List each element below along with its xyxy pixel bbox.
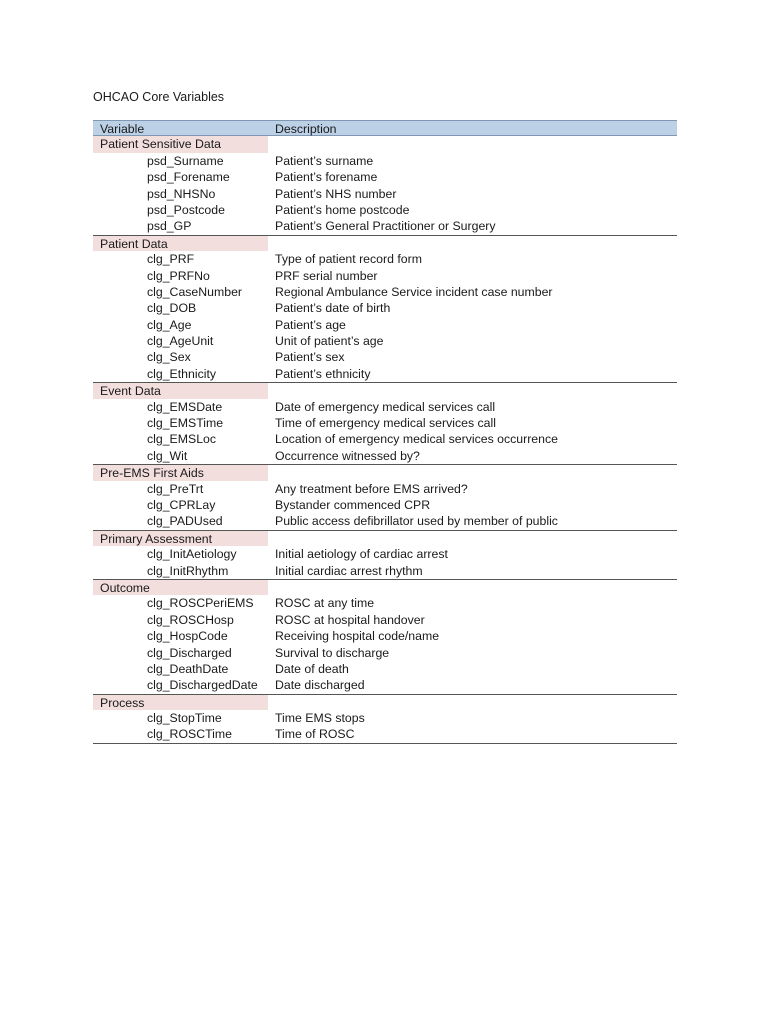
variable-name: clg_EMSLoc bbox=[147, 432, 217, 447]
table-row bbox=[93, 300, 677, 316]
document-title: OHCAO Core Variables bbox=[93, 90, 225, 104]
variable-name: psd_Surname bbox=[147, 153, 224, 168]
table-row bbox=[93, 186, 677, 202]
section-description-cell bbox=[274, 136, 677, 152]
table-row bbox=[93, 497, 677, 513]
variable-description: Unit of patient’s age bbox=[275, 334, 384, 349]
section-row bbox=[93, 464, 677, 480]
variable-description: PRF serial number bbox=[275, 268, 378, 283]
section-title: Process bbox=[93, 695, 268, 710]
section-description-cell bbox=[274, 236, 677, 251]
table-row bbox=[93, 333, 677, 349]
variable-name: psd_Postcode bbox=[147, 202, 225, 217]
variable-name: psd_NHSNo bbox=[147, 186, 216, 201]
table-row bbox=[93, 563, 677, 579]
variable-description: ROSC at hospital handover bbox=[275, 612, 425, 627]
variable-description: Patient’s NHS number bbox=[275, 186, 397, 201]
variable-description: Bystander commenced CPR bbox=[275, 497, 431, 512]
header-variable: Variable bbox=[100, 122, 145, 136]
section-row bbox=[93, 530, 677, 546]
variable-description: ROSC at any time bbox=[275, 596, 375, 611]
variable-description: Initial aetiology of cardiac arrest bbox=[275, 547, 448, 562]
variable-description: Date discharged bbox=[275, 678, 365, 693]
table-row bbox=[93, 349, 677, 365]
table-row bbox=[93, 268, 677, 284]
variable-name: clg_EMSTime bbox=[147, 416, 224, 431]
section-row bbox=[93, 136, 677, 152]
section-row bbox=[93, 382, 677, 398]
section-title: Outcome bbox=[93, 580, 268, 595]
variable-name: clg_PRFNo bbox=[147, 268, 210, 283]
variable-name: clg_CaseNumber bbox=[147, 284, 243, 299]
variable-name: clg_CPRLay bbox=[147, 497, 216, 512]
section-title: Pre-EMS First Aids bbox=[93, 465, 268, 480]
variable-name: clg_Ethnicity bbox=[147, 366, 217, 381]
variable-name: clg_DOB bbox=[147, 301, 197, 316]
section-row bbox=[93, 694, 677, 710]
variable-name: clg_PADUsed bbox=[147, 514, 223, 529]
table-row bbox=[93, 677, 677, 693]
section-row bbox=[93, 235, 677, 251]
variable-description: Patient’s ethnicity bbox=[275, 366, 371, 381]
variable-name: clg_PRF bbox=[147, 252, 195, 267]
variable-description: Patient’s surname bbox=[275, 153, 374, 168]
variable-name: clg_InitRhythm bbox=[147, 563, 229, 578]
variable-name: clg_ROSCPeriEMS bbox=[147, 596, 254, 611]
variable-description: Date of emergency medical services call bbox=[275, 399, 496, 414]
table-row bbox=[93, 710, 677, 726]
variable-description: Time of ROSC bbox=[275, 727, 355, 742]
variable-name: clg_Age bbox=[147, 317, 192, 332]
variable-description: Type of patient record form bbox=[275, 252, 422, 267]
table-row bbox=[93, 661, 677, 677]
variable-description: Time EMS stops bbox=[275, 711, 365, 726]
variable-name: psd_GP bbox=[147, 219, 192, 234]
table-row bbox=[93, 251, 677, 267]
section-description-cell bbox=[274, 465, 677, 480]
variable-name: clg_AgeUnit bbox=[147, 334, 214, 349]
variable-name: clg_Discharged bbox=[147, 645, 232, 660]
variable-name: clg_PreTrt bbox=[147, 481, 204, 496]
variable-description: Time of emergency medical services call bbox=[275, 416, 496, 431]
variable-name: psd_Forename bbox=[147, 170, 230, 185]
table-row bbox=[93, 628, 677, 644]
variable-name: clg_StopTime bbox=[147, 711, 222, 726]
variables-table bbox=[93, 120, 677, 744]
table-row bbox=[93, 317, 677, 333]
variable-name: clg_HospCode bbox=[147, 629, 228, 644]
variable-name: clg_DischargedDate bbox=[147, 678, 258, 693]
section-title: Event Data bbox=[93, 383, 268, 398]
table-row bbox=[93, 645, 677, 661]
section-description-cell bbox=[274, 531, 677, 546]
table-row bbox=[93, 481, 677, 497]
variable-name: clg_ROSCHosp bbox=[147, 612, 234, 627]
table-header-row bbox=[93, 120, 677, 136]
variable-description: Patient’s forename bbox=[275, 170, 378, 185]
variable-name: clg_Wit bbox=[147, 448, 188, 463]
table-row bbox=[93, 546, 677, 562]
header-description: Description bbox=[275, 122, 337, 136]
variable-description: Survival to discharge bbox=[275, 645, 390, 660]
variable-description: Any treatment before EMS arrived? bbox=[275, 481, 468, 496]
variable-description: Occurrence witnessed by? bbox=[275, 448, 420, 463]
table-row bbox=[93, 153, 677, 169]
variable-description: Receiving hospital code/name bbox=[275, 629, 440, 644]
variable-description: Patient’s sex bbox=[275, 350, 345, 365]
variable-description: Date of death bbox=[275, 661, 349, 676]
table-row bbox=[93, 202, 677, 218]
table-row bbox=[93, 612, 677, 628]
section-title: Patient Data bbox=[93, 236, 268, 251]
table-row bbox=[93, 169, 677, 185]
variable-name: clg_Sex bbox=[147, 350, 191, 365]
section-description-cell bbox=[274, 695, 677, 710]
variable-name: clg_InitAetiology bbox=[147, 547, 237, 562]
variable-name: clg_ROSCTime bbox=[147, 727, 232, 742]
variable-description: Public access defibrillator used by member of public bbox=[275, 514, 558, 529]
table-row bbox=[93, 284, 677, 300]
variable-description: Regional Ambulance Service incident case number bbox=[275, 284, 553, 299]
variable-description: Location of emergency medical services occurrence bbox=[275, 432, 558, 447]
variable-description: Patient’s age bbox=[275, 317, 346, 332]
variable-description: Patient’s date of birth bbox=[275, 301, 391, 316]
section-title: Patient Sensitive Data bbox=[93, 136, 268, 152]
section-row bbox=[93, 579, 677, 595]
table-row bbox=[93, 726, 677, 743]
variable-description: Initial cardiac arrest rhythm bbox=[275, 563, 423, 578]
table-row bbox=[93, 448, 677, 464]
variable-name: clg_EMSDate bbox=[147, 399, 223, 414]
section-description-cell bbox=[274, 580, 677, 595]
table-row bbox=[93, 366, 677, 382]
section-description-cell bbox=[274, 383, 677, 398]
variable-name: clg_DeathDate bbox=[147, 661, 229, 676]
table-row bbox=[93, 513, 677, 529]
table-row bbox=[93, 431, 677, 447]
table-row bbox=[93, 399, 677, 415]
table-row bbox=[93, 415, 677, 431]
table-row bbox=[93, 218, 677, 234]
variable-description: Patient’s General Practitioner or Surgery bbox=[275, 219, 496, 234]
table-row bbox=[93, 595, 677, 611]
variable-description: Patient’s home postcode bbox=[275, 202, 410, 217]
section-title: Primary Assessment bbox=[93, 531, 268, 546]
